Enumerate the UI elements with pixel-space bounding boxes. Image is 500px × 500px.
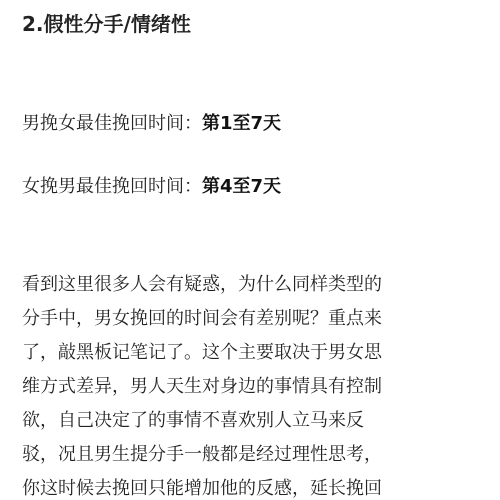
paragraph-line: 欲，自己决定了的事情不喜欢别人立马来反 [22, 410, 364, 431]
section-heading: 2.假性分手/情绪性 [22, 12, 191, 36]
paragraph-line: 你这时候去挽回只能增加他的反感，延长挽回 [22, 478, 382, 499]
paragraph-line: 分手中，男女挽回的时间会有差别呢？重点来 [22, 308, 382, 329]
paragraph-line: 驳，况且男生提分手一般都是经过理性思考， [22, 444, 382, 465]
paragraph-line: 了，敲黑板记笔记了。这个主要取决于男女思 [22, 342, 382, 363]
body-paragraph [22, 268, 480, 500]
male-timing-value: 第1至7天 [202, 113, 282, 134]
male-timing-line [22, 109, 281, 139]
paragraph-line: 看到这里很多人会有疑惑，为什么同样类型的 [22, 274, 382, 295]
female-timing-value: 第4至7天 [202, 176, 282, 197]
female-timing-label: 女挽男最佳挽回时间： [22, 176, 202, 197]
paragraph-line: 维方式差异，男人天生对身边的事情具有控制 [22, 376, 382, 397]
female-timing-line [22, 172, 281, 202]
male-timing-label: 男挽女最佳挽回时间： [22, 113, 202, 134]
